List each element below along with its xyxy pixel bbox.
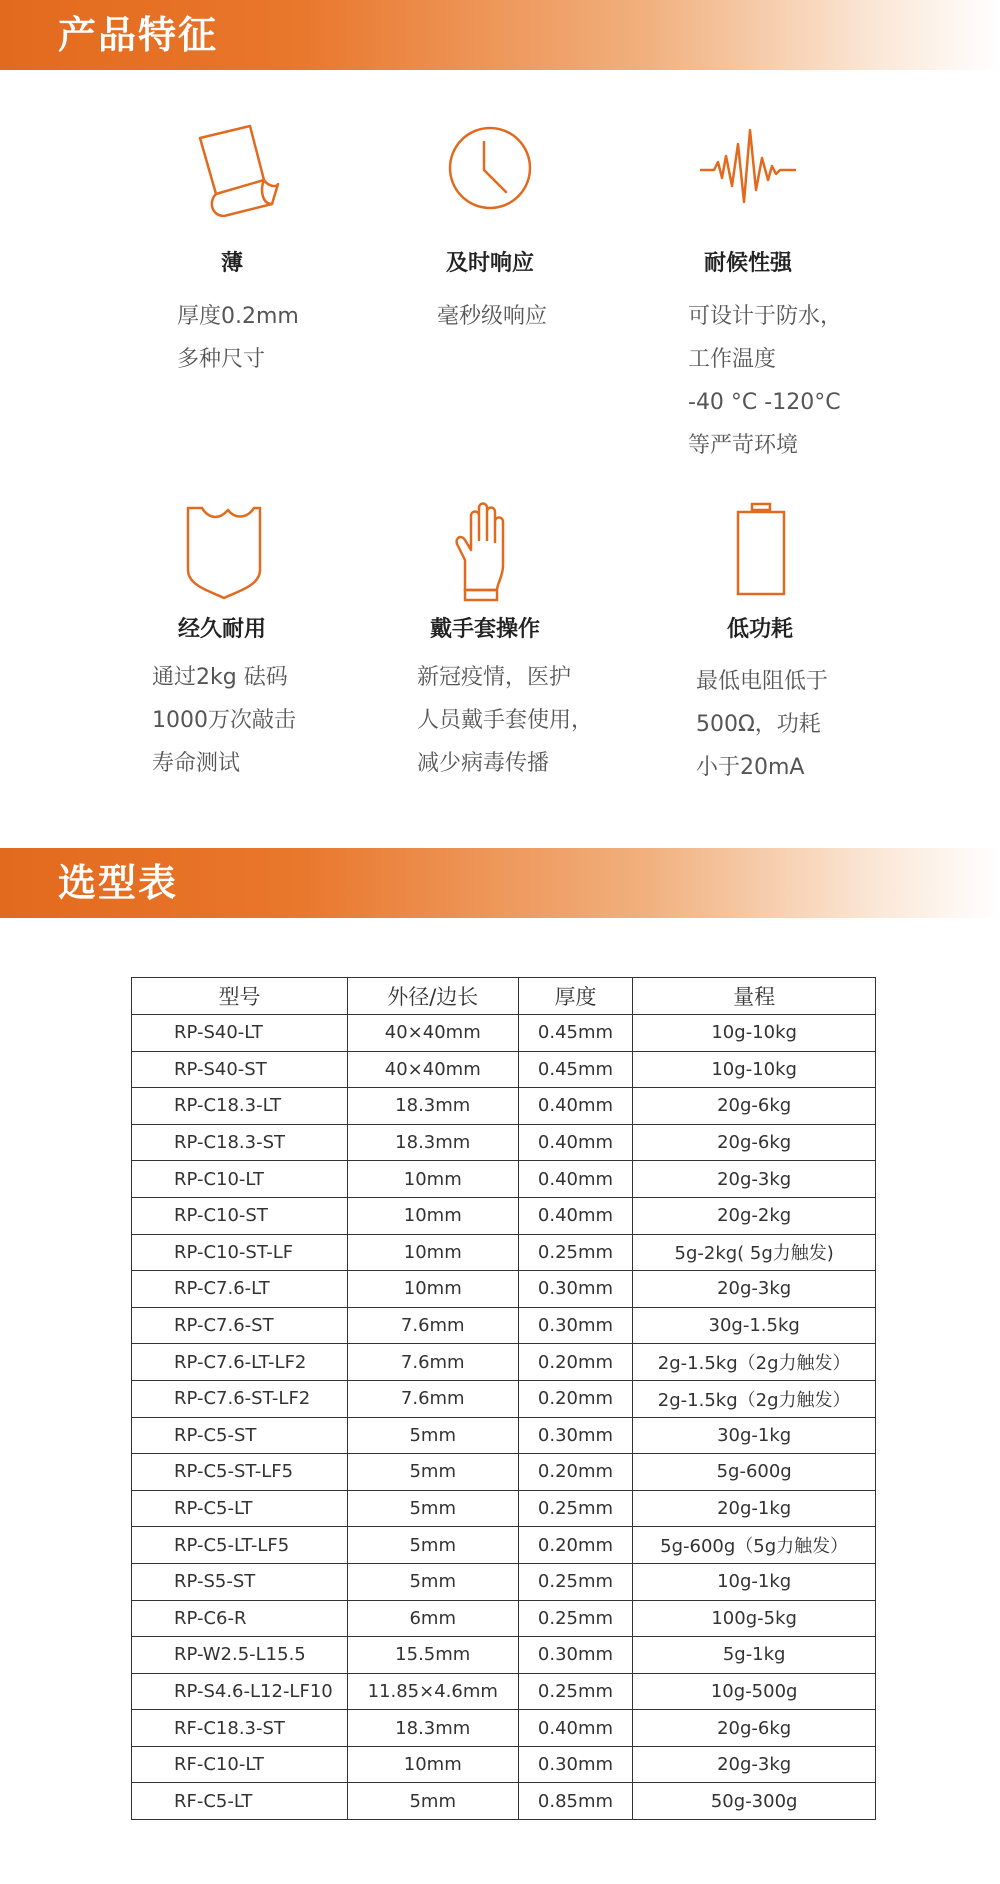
model-cell: RP-S5-ST — [132, 1563, 348, 1600]
size-cell: 40×40mm — [347, 1015, 518, 1052]
thickness-cell: 0.25mm — [518, 1563, 633, 1600]
range-cell: 5g-2kg( 5g力触发) — [633, 1234, 876, 1271]
thickness-cell: 0.85mm — [518, 1783, 633, 1820]
thickness-cell: 0.45mm — [518, 1015, 633, 1052]
range-cell: 30g-1kg — [633, 1417, 876, 1454]
range-cell: 30g-1.5kg — [633, 1307, 876, 1344]
table-row — [132, 1271, 876, 1308]
model-cell: RP-C10-ST — [132, 1197, 348, 1234]
thickness-cell: 0.20mm — [518, 1380, 633, 1417]
table-header-row — [132, 978, 876, 1015]
table-row — [132, 1380, 876, 1417]
feature-name: 低功耗 — [726, 617, 793, 642]
thickness-cell: 0.45mm — [518, 1051, 633, 1088]
table-row — [132, 1234, 876, 1271]
thickness-cell: 0.25mm — [518, 1234, 633, 1271]
thickness-cell: 0.40mm — [518, 1161, 633, 1198]
range-cell: 5g-1kg — [633, 1637, 876, 1674]
range-cell: 2g-1.5kg（2g力触发） — [633, 1344, 876, 1381]
range-cell: 20g-2kg — [633, 1197, 876, 1234]
range-cell: 20g-6kg — [633, 1124, 876, 1161]
model-cell: RP-S40-LT — [132, 1015, 348, 1052]
table-row — [132, 1161, 876, 1198]
table-row — [132, 1527, 876, 1564]
size-cell: 7.6mm — [347, 1380, 518, 1417]
model-cell: RP-C7.6-LT-LF2 — [132, 1344, 348, 1381]
size-cell: 6mm — [347, 1600, 518, 1637]
size-cell: 5mm — [347, 1563, 518, 1600]
table-row — [132, 1454, 876, 1491]
feature-desc: 毫秒级响应 — [437, 304, 548, 329]
clock-icon — [360, 120, 620, 230]
range-cell: 5g-600g — [633, 1454, 876, 1491]
range-cell: 20g-3kg — [633, 1746, 876, 1783]
range-cell: 50g-300g — [633, 1783, 876, 1820]
table-row — [132, 1710, 876, 1747]
table-row — [132, 1746, 876, 1783]
thickness-cell: 0.40mm — [518, 1197, 633, 1234]
table-row — [132, 1088, 876, 1125]
shield-icon — [92, 500, 352, 610]
thickness-cell: 0.20mm — [518, 1527, 633, 1564]
thickness-cell: 0.30mm — [518, 1746, 633, 1783]
size-cell: 5mm — [347, 1783, 518, 1820]
size-cell: 18.3mm — [347, 1710, 518, 1747]
table-row — [132, 1197, 876, 1234]
thickness-cell: 0.25mm — [518, 1490, 633, 1527]
thickness-cell: 0.30mm — [518, 1271, 633, 1308]
size-cell: 5mm — [347, 1490, 518, 1527]
size-cell: 10mm — [347, 1746, 518, 1783]
size-cell: 18.3mm — [347, 1124, 518, 1161]
range-cell: 20g-3kg — [633, 1271, 876, 1308]
feature-name: 戴手套操作 — [429, 617, 540, 642]
range-cell: 20g-6kg — [633, 1710, 876, 1747]
feature-name: 及时响应 — [445, 251, 534, 276]
thickness-cell: 0.40mm — [518, 1710, 633, 1747]
feature-desc: 新冠疫情，医护 人员戴手套使用， 减少病毒传播 — [417, 665, 594, 776]
model-cell: RP-C10-ST-LF — [132, 1234, 348, 1271]
feature-desc: 最低电阻低于 500Ω，功耗 小于20mA — [696, 669, 829, 780]
thickness-cell: 0.30mm — [518, 1307, 633, 1344]
model-cell: RP-C18.3-ST — [132, 1124, 348, 1161]
model-cell: RP-S40-ST — [132, 1051, 348, 1088]
thickness-cell: 0.30mm — [518, 1417, 633, 1454]
model-cell: RP-C10-LT — [132, 1161, 348, 1198]
range-cell: 20g-1kg — [633, 1490, 876, 1527]
size-cell: 11.85×4.6mm — [347, 1673, 518, 1710]
range-cell: 2g-1.5kg（2g力触发） — [633, 1380, 876, 1417]
size-cell: 10mm — [347, 1197, 518, 1234]
size-cell: 7.6mm — [347, 1307, 518, 1344]
feature-desc: 通过2kg 砝码 1000万次敲击 寿命测试 — [152, 665, 296, 776]
table-row — [132, 1124, 876, 1161]
size-cell: 10mm — [347, 1234, 518, 1271]
range-cell: 20g-3kg — [633, 1161, 876, 1198]
size-cell: 15.5mm — [347, 1637, 518, 1674]
thickness-cell: 0.25mm — [518, 1600, 633, 1637]
size-cell: 7.6mm — [347, 1344, 518, 1381]
range-cell: 10g-10kg — [633, 1015, 876, 1052]
model-cell: RP-C5-ST-LF5 — [132, 1454, 348, 1491]
model-cell: RP-C7.6-LT — [132, 1271, 348, 1308]
table-row — [132, 1015, 876, 1052]
glove-icon — [355, 500, 615, 610]
model-cell: RP-C18.3-LT — [132, 1088, 348, 1125]
model-cell: RP-C5-ST — [132, 1417, 348, 1454]
range-cell: 10g-10kg — [633, 1051, 876, 1088]
table-row — [132, 1563, 876, 1600]
model-cell: RP-C7.6-ST — [132, 1307, 348, 1344]
size-cell: 5mm — [347, 1527, 518, 1564]
range-cell: 5g-600g（5g力触发） — [633, 1527, 876, 1564]
thickness-cell: 0.25mm — [518, 1673, 633, 1710]
table-row — [132, 1051, 876, 1088]
feature-name: 耐候性强 — [703, 251, 792, 276]
table-row — [132, 1783, 876, 1820]
size-cell: 5mm — [347, 1417, 518, 1454]
feature-name: 薄 — [220, 251, 243, 276]
size-cell: 40×40mm — [347, 1051, 518, 1088]
model-cell: RF-C10-LT — [132, 1746, 348, 1783]
table-row — [132, 1600, 876, 1637]
model-cell: RP-W2.5-L15.5 — [132, 1637, 348, 1674]
model-cell: RF-C18.3-ST — [132, 1710, 348, 1747]
thickness-cell: 0.40mm — [518, 1124, 633, 1161]
model-cell: RF-C5-LT — [132, 1783, 348, 1820]
size-cell: 5mm — [347, 1454, 518, 1491]
feature-desc: 厚度0.2mm 多种尺寸 — [177, 304, 299, 372]
film-icon — [102, 120, 362, 230]
table-row — [132, 1673, 876, 1710]
model-cell: RP-C7.6-ST-LF2 — [132, 1380, 348, 1417]
section-banner-selection — [0, 848, 1000, 918]
column-header-thickness: 厚度 — [518, 978, 633, 1015]
range-cell: 10g-500g — [633, 1673, 876, 1710]
selection-table — [131, 977, 876, 1820]
table-row — [132, 1637, 876, 1674]
battery-icon — [630, 500, 890, 610]
size-cell: 10mm — [347, 1161, 518, 1198]
thickness-cell: 0.20mm — [518, 1454, 633, 1491]
range-cell: 20g-6kg — [633, 1088, 876, 1125]
table-row — [132, 1307, 876, 1344]
model-cell: RP-S4.6-L12-LF10 — [132, 1673, 348, 1710]
model-cell: RP-C5-LT-LF5 — [132, 1527, 348, 1564]
thickness-cell: 0.30mm — [518, 1637, 633, 1674]
range-cell: 100g-5kg — [633, 1600, 876, 1637]
feature-name: 经久耐用 — [177, 617, 266, 642]
table-row — [132, 1417, 876, 1454]
section-title-selection: 选型表 — [58, 861, 179, 905]
size-cell: 18.3mm — [347, 1088, 518, 1125]
table-row — [132, 1344, 876, 1381]
waveform-icon — [618, 120, 878, 230]
feature-desc: 可设计于防水， 工作温度 -40 °C -120°C 等严苛环境 — [688, 304, 843, 458]
model-cell: RP-C5-LT — [132, 1490, 348, 1527]
column-header-model: 型号 — [132, 978, 348, 1015]
thickness-cell: 0.20mm — [518, 1344, 633, 1381]
size-cell: 10mm — [347, 1271, 518, 1308]
section-title-features: 产品特征 — [58, 13, 219, 57]
column-header-range: 量程 — [633, 978, 876, 1015]
section-banner-features — [0, 0, 1000, 70]
range-cell: 10g-1kg — [633, 1563, 876, 1600]
model-cell: RP-C6-R — [132, 1600, 348, 1637]
thickness-cell: 0.40mm — [518, 1088, 633, 1125]
column-header-size: 外径/边长 — [347, 978, 518, 1015]
table-row — [132, 1490, 876, 1527]
